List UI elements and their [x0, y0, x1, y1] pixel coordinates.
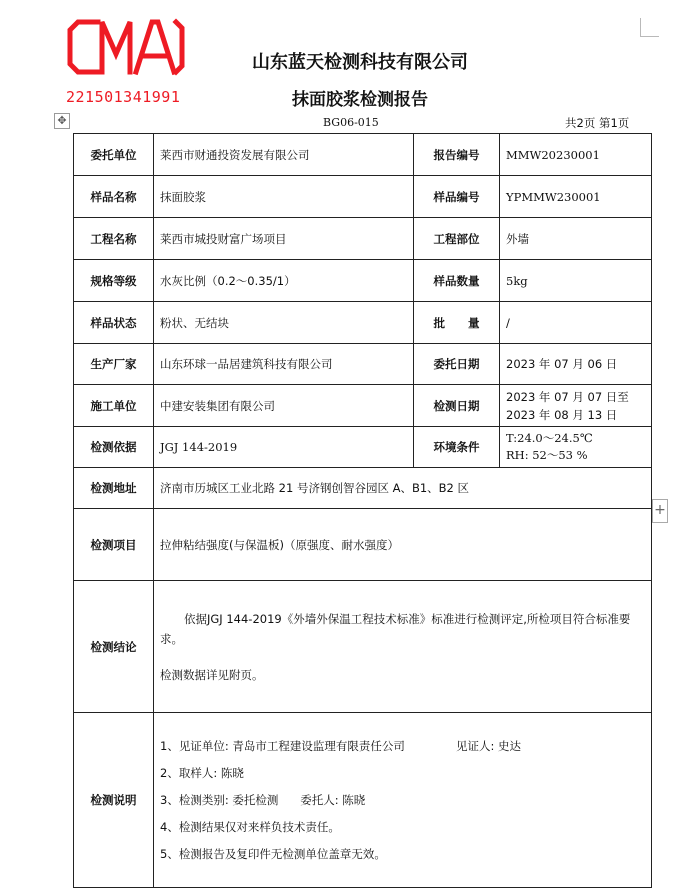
page-corner-mark [640, 18, 659, 37]
env-temperature: T:24.0～24.5℃ [506, 431, 593, 445]
test-date-start: 2023 年 07 月 07 日至 [506, 389, 629, 404]
maker-label: 生产厂家 [74, 344, 154, 385]
conclusion-value[interactable] [154, 581, 652, 713]
entrust-date-value[interactable]: 2023 年 07 月 06 日 [500, 344, 652, 385]
basis-label: 检测依据 [74, 427, 154, 468]
spec-label: 规格等级 [74, 260, 154, 302]
report-no-value[interactable]: MMW20230001 [500, 134, 652, 176]
basis-value[interactable]: JGJ 144-2019 [154, 427, 414, 468]
sample-no-value[interactable]: YPMMW230001 [500, 176, 652, 218]
test-date-end: 2023 年 08 月 13 日 [506, 407, 618, 422]
test-date-label: 检测日期 [414, 385, 500, 427]
client-label: 委托单位 [74, 134, 154, 176]
table-row [74, 427, 652, 468]
state-value[interactable]: 粉状、无结块 [154, 302, 414, 344]
sample-name-label: 样品名称 [74, 176, 154, 218]
table-row [74, 344, 652, 385]
table-row [74, 176, 652, 218]
note-item: 5、检测报告及复印件无检测单位盖章无效。 [160, 846, 386, 861]
env-label: 环境条件 [414, 427, 500, 468]
report-table [73, 133, 652, 888]
table-row [74, 218, 652, 260]
notes-label: 检测说明 [74, 713, 154, 888]
batch-label: 批 量 [414, 302, 500, 344]
notes-value[interactable] [154, 713, 652, 888]
maker-value[interactable]: 山东环球一品居建筑科技有限公司 [154, 344, 414, 385]
test-date-value[interactable] [500, 385, 652, 427]
note-item: 2、取样人: 陈晓 [160, 765, 244, 780]
report-no-label: 报告编号 [414, 134, 500, 176]
quantity-label: 样品数量 [414, 260, 500, 302]
cma-logo-c [70, 22, 98, 72]
project-label: 工程名称 [74, 218, 154, 260]
table-row [74, 468, 652, 509]
location-label: 工程部位 [414, 218, 500, 260]
note-item: 1、见证单位: 青岛市工程建设监理有限责任公司 见证人: 史达 [160, 738, 522, 753]
project-value[interactable]: 莱西市城投财富广场项目 [154, 218, 414, 260]
items-label: 检测项目 [74, 509, 154, 581]
cma-certificate-number: 221501341991 [66, 88, 181, 106]
note-item: 3、检测类别: 委托检测 委托人: 陈晓 [160, 792, 366, 807]
table-row [74, 509, 652, 581]
sample-name-value[interactable]: 抹面胶浆 [154, 176, 414, 218]
batch-value[interactable]: / [500, 302, 652, 344]
builder-label: 施工单位 [74, 385, 154, 427]
client-value[interactable]: 莱西市财通投资发展有限公司 [154, 134, 414, 176]
report-title: 抹面胶浆检测报告 [292, 90, 428, 110]
entrust-date-label: 委托日期 [414, 344, 500, 385]
location-value[interactable]: 外墙 [500, 218, 652, 260]
quantity-value[interactable]: 5kg [500, 260, 652, 302]
table-row [74, 713, 652, 888]
address-value[interactable]: 济南市历城区工业北路 21 号济钢创智谷园区 A、B1、B2 区 [154, 468, 652, 509]
table-row [74, 302, 652, 344]
conclusion-note: 检测数据详见附页。 [160, 667, 264, 682]
add-row-button[interactable]: + [652, 499, 668, 523]
state-label: 样品状态 [74, 302, 154, 344]
table-row [74, 385, 652, 427]
conclusion-label: 检测结论 [74, 581, 154, 713]
table-row [74, 581, 652, 713]
table-row [74, 260, 652, 302]
document-code: BG06-015 [323, 116, 379, 129]
spec-value[interactable]: 水灰比例（0.2～0.35/1） [154, 260, 414, 302]
cma-logo-a [136, 22, 174, 72]
builder-value[interactable]: 中建安装集团有限公司 [154, 385, 414, 427]
sample-no-label: 样品编号 [414, 176, 500, 218]
env-humidity: RH: 52～53 % [506, 448, 588, 462]
address-label: 检测地址 [74, 468, 154, 509]
cma-logo [64, 14, 188, 80]
company-name: 山东蓝天检测科技有限公司 [252, 52, 468, 73]
env-value[interactable] [500, 427, 652, 468]
table-move-handle-icon[interactable]: ✥ [54, 113, 70, 129]
note-item: 4、检测结果仅对来样负技术责任。 [160, 819, 340, 834]
items-value[interactable]: 拉伸粘结强度(与保温板)（原强度、耐水强度） [154, 509, 652, 581]
page-info: 共2页 第1页 [565, 116, 630, 130]
conclusion-text: 依据JGJ 144-2019《外墙外保温工程技术标准》标准进行检测评定,所检项目符合标准要求。 [160, 611, 631, 646]
cma-logo-m [102, 22, 130, 72]
table-row [74, 134, 652, 176]
